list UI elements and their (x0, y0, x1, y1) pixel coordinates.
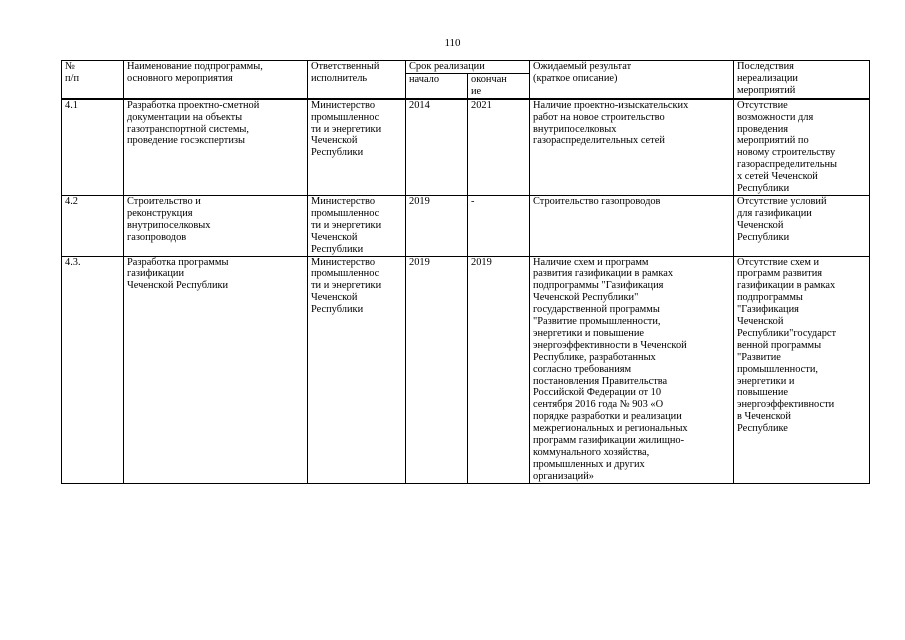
row-start: 2019 (406, 256, 468, 483)
row-result: Строительство газопроводов (530, 195, 734, 256)
header-num: № п/п (62, 61, 124, 99)
header-start: начало (406, 73, 468, 98)
header-result: Ожидаемый результат (краткое описание) (530, 61, 734, 99)
row-consequences: Отсутствие условий для газификации Чеченской Республики (734, 195, 870, 256)
row-executor: Министерство промышленнос ти и энергетики Чеченской Республики (308, 99, 406, 196)
row-num: 4.2 (62, 195, 124, 256)
row-num: 4.1 (62, 99, 124, 196)
row-result: Наличие схем и программ развития газификации в рамках подпрограммы "Газификация Чеченской Республики" государственной программы "Развитие промышленности, энергетики и повышение энергоэффективности в Чеченской Республике, разработанных согласно требованиям постановления Правительства Российской Федерации от 10 сентября 2016 года № 903 «О порядке разработки и реализации межрегиональных и региональных программ газификации жилищно- коммунального хозяйства, промышленных и других организаций» (530, 256, 734, 483)
header-consequences: Последствия нереализации мероприятий (734, 61, 870, 99)
row-name: Разработка проектно-сметной документации на объекты газотранспортной системы, проведение госэкспертизы (124, 99, 308, 196)
header-row (62, 61, 870, 74)
row-executor: Министерство промышленнос ти и энергетики Чеченской Республики (308, 256, 406, 483)
row-end: - (468, 195, 530, 256)
header-end: окончан ие (468, 73, 530, 98)
row-name: Разработка программы газификации Чеченской Республики (124, 256, 308, 483)
row-executor: Министерство промышленнос ти и энергетики Чеченской Республики (308, 195, 406, 256)
row-end: 2019 (468, 256, 530, 483)
row-result: Наличие проектно-изыскательских работ на новое строительство внутрипоселковых газораспределительных сетей (530, 99, 734, 196)
table-row (62, 99, 870, 196)
row-num: 4.3. (62, 256, 124, 483)
row-start: 2014 (406, 99, 468, 196)
header-executor: Ответственный исполнитель (308, 61, 406, 99)
row-name: Строительство и реконструкция внутрипоселковых газопроводов (124, 195, 308, 256)
table-row (62, 195, 870, 256)
header-period: Срок реализации (406, 61, 530, 74)
row-consequences: Отсутствие возможности для проведения мероприятий по новому строительству газораспределительны х сетей Чеченской Республики (734, 99, 870, 196)
header-name: Наименование подпрограммы, основного мероприятия (124, 61, 308, 99)
table-row (62, 256, 870, 483)
row-end: 2021 (468, 99, 530, 196)
page-number: 110 (444, 37, 461, 49)
row-start: 2019 (406, 195, 468, 256)
measures-table (61, 60, 870, 484)
row-consequences: Отсутствие схем и программ развития газификации в рамках подпрограммы "Газификация Чеченской Республики"государст венной программы "Развитие промышленности, энергетики и повышение энергоэффективности в Чеченской Республике (734, 256, 870, 483)
